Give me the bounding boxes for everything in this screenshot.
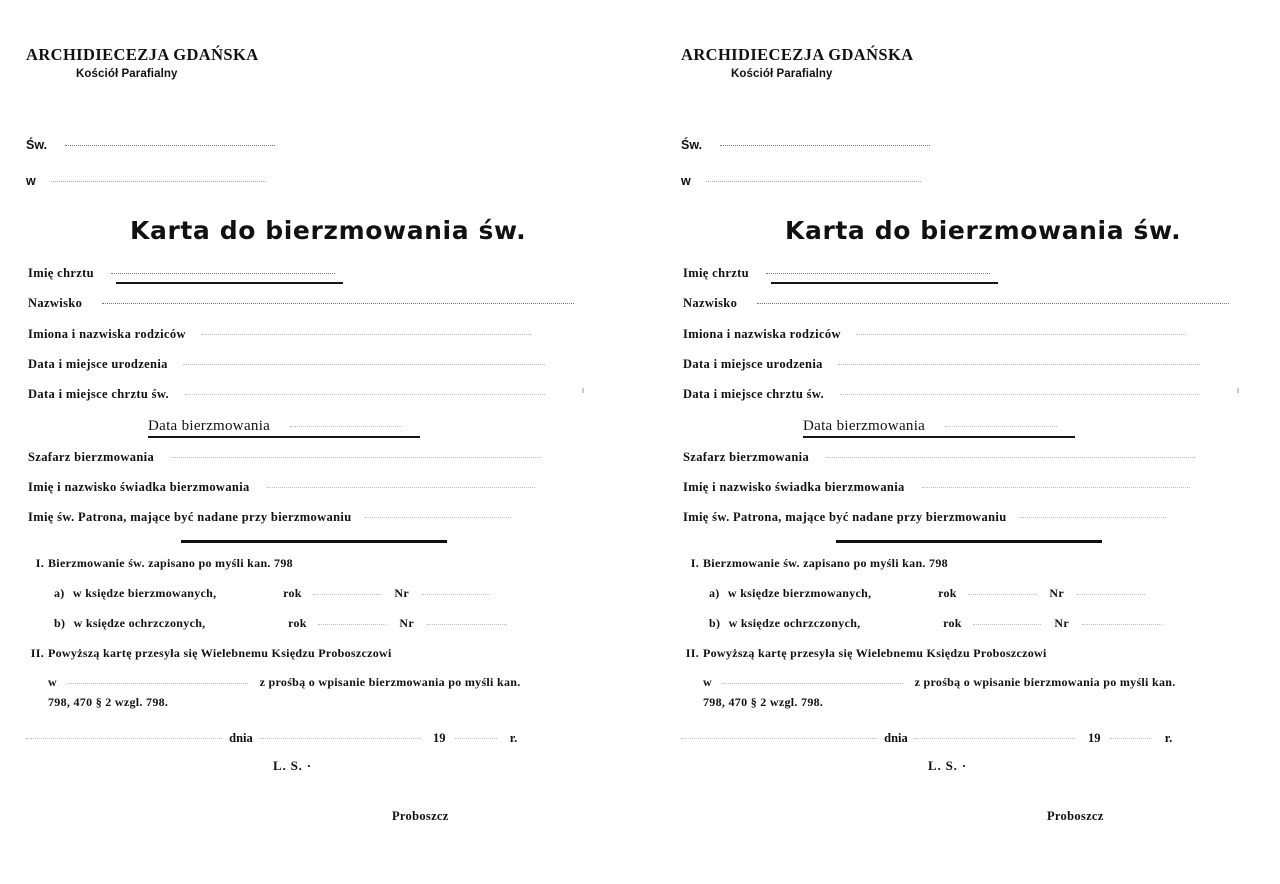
field-input-patron[interactable] — [365, 508, 511, 521]
field-input-szafarz[interactable] — [827, 448, 1195, 461]
field-label-chrztu: Data i miejsce chrztu św. — [28, 386, 170, 401]
field-label-urodzenia: Data i miejsce urodzenia — [683, 356, 823, 371]
field-input-szafarz[interactable] — [172, 448, 540, 461]
clause-ii-place-input[interactable] — [68, 674, 248, 686]
seal-label: L. S. · — [273, 758, 312, 773]
clause-i-item-b-text: w księdze ochrzczonych, — [73, 616, 206, 630]
field-input-imie-chrztu[interactable] — [766, 264, 990, 277]
clause-i-text: Bierzmowanie św. zapisano po myśli kan. 798 — [703, 556, 948, 570]
signature-place-input[interactable] — [681, 729, 877, 742]
field-input-urodzenia[interactable] — [183, 355, 545, 368]
parish-place-input[interactable] — [51, 172, 266, 185]
clause-ii-place-input[interactable] — [723, 674, 903, 686]
signature-date-input[interactable] — [260, 729, 420, 742]
field-row-chrztu — [28, 385, 545, 402]
field-row-patron — [683, 508, 1166, 525]
clause-i — [26, 556, 293, 571]
clause-i-item-a — [709, 585, 1145, 601]
clause-i-item-b-year-input[interactable] — [318, 615, 386, 627]
form-copy-right — [655, 0, 1280, 884]
field-input-rodzice[interactable] — [856, 325, 1186, 338]
field-row-szafarz — [683, 448, 1195, 465]
field-label-patron: Imię św. Patrona, mające być nadane przy bierzmowaniu — [28, 509, 352, 524]
page-title: Karta do bierzmowania św. — [130, 216, 527, 245]
field-label-rodzice: Imiona i nazwiska rodziców — [28, 326, 186, 341]
signature-year-prefix: 19 — [433, 730, 446, 745]
field-label-nazwisko: Nazwisko — [28, 295, 83, 310]
clause-i-item-b-marker: b) — [709, 616, 721, 630]
signer-label: Proboszcz — [1047, 809, 1104, 823]
clause-ii-text: Powyższą kartę przesyła się Wielebnemu Księdzu Proboszczowi — [703, 646, 1047, 660]
parish-place-row — [26, 172, 266, 188]
field-input-swiadek[interactable] — [922, 478, 1190, 491]
field-row-imie-chrztu — [28, 264, 335, 281]
section-divider — [181, 540, 447, 543]
clause-i-item-b-number-label: Nr — [399, 616, 414, 630]
field-row-imie-chrztu — [683, 264, 990, 281]
organization-subtitle: Kościół Parafialny — [76, 67, 178, 80]
section-subtitle-label: Data bierzmowania — [148, 418, 271, 434]
parish-place-label: w — [26, 173, 36, 188]
field-row-rodzice — [683, 325, 1186, 342]
clause-ii-body-middle: z prośbą o wpisanie bierzmowania po myśli kan. — [914, 675, 1176, 689]
signature-year-prefix: 19 — [1088, 730, 1101, 745]
signature-year-suffix: r. — [1164, 730, 1173, 745]
clause-i-item-a-year-input[interactable] — [313, 585, 381, 597]
letterhead — [681, 46, 1249, 80]
organization-name: ARCHIDIECEZJA GDAŃSKA — [681, 45, 914, 64]
field-row-nazwisko — [683, 294, 1229, 311]
parish-place-input[interactable] — [706, 172, 921, 185]
parish-place-row — [681, 172, 921, 188]
field-input-nazwisko[interactable] — [757, 294, 1229, 307]
field-label-imie-chrztu: Imię chrztu — [683, 265, 749, 280]
section-subtitle-data-bierzmowania — [803, 415, 1057, 435]
field-input-rodzice[interactable] — [201, 325, 531, 338]
clause-ii — [26, 646, 392, 661]
signature-dnia-label: dnia — [884, 730, 908, 745]
parish-saint-label: Św. — [26, 137, 48, 152]
clause-i-item-a-year-label: rok — [283, 586, 302, 600]
field-label-chrztu: Data i miejsce chrztu św. — [683, 386, 825, 401]
clause-ii-body-last: 798, 470 § 2 wzgl. 798. — [703, 695, 824, 709]
section-divider — [836, 540, 1102, 543]
parish-saint-row — [681, 136, 930, 152]
clause-i-item-a-number-label: Nr — [394, 586, 409, 600]
clause-ii-body-middle: z prośbą o wpisanie bierzmowania po myśli kan. — [259, 675, 521, 689]
field-input-chrztu[interactable] — [185, 385, 545, 398]
page-title: Karta do bierzmowania św. — [785, 216, 1182, 245]
field-row-urodzenia — [28, 355, 545, 372]
parish-saint-input[interactable] — [720, 136, 930, 149]
field-underline-imie-chrztu — [771, 282, 998, 284]
clause-ii — [681, 646, 1047, 661]
parish-saint-input[interactable] — [65, 136, 275, 149]
clause-i-item-b-text: w księdze ochrzczonych, — [728, 616, 861, 630]
signature-year-input[interactable] — [455, 729, 497, 742]
parish-saint-row — [26, 136, 275, 152]
signature-place-input[interactable] — [26, 729, 222, 742]
field-input-patron[interactable] — [1020, 508, 1166, 521]
clause-i-item-a — [54, 585, 490, 601]
field-label-patron: Imię św. Patrona, mające być nadane przy bierzmowaniu — [683, 509, 1007, 524]
signature-date-row — [26, 729, 517, 746]
clause-i-item-b-number-label: Nr — [1054, 616, 1069, 630]
clause-i-item-a-text: w księdze bierzmowanych, — [727, 586, 872, 600]
field-input-imie-chrztu[interactable] — [111, 264, 335, 277]
field-row-nazwisko — [28, 294, 574, 311]
clause-i-item-a-year-label: rok — [938, 586, 957, 600]
clause-i-item-b — [54, 615, 507, 631]
clause-i-text: Bierzmowanie św. zapisano po myśli kan. 798 — [48, 556, 293, 570]
field-underline-imie-chrztu — [116, 282, 343, 284]
field-label-nazwisko: Nazwisko — [683, 295, 738, 310]
clause-ii-place-label: w — [703, 675, 712, 689]
section-subtitle-input[interactable] — [290, 415, 402, 430]
field-input-nazwisko[interactable] — [102, 294, 574, 307]
clause-i-numeral: I. — [690, 556, 699, 570]
field-row-patron — [28, 508, 511, 525]
signature-date-input[interactable] — [915, 729, 1075, 742]
field-label-swiadek: Imię i nazwisko świadka bierzmowania — [683, 479, 905, 494]
parish-place-label: w — [681, 173, 691, 188]
section-subtitle-label: Data bierzmowania — [803, 418, 926, 434]
clause-i-item-b-number-input[interactable] — [427, 615, 507, 627]
signature-year-suffix: r. — [509, 730, 518, 745]
scan-speckle — [1237, 388, 1239, 393]
field-label-rodzice: Imiona i nazwiska rodziców — [683, 326, 841, 341]
parish-saint-label: Św. — [681, 137, 703, 152]
field-label-szafarz: Szafarz bierzmowania — [683, 449, 810, 464]
field-input-chrztu[interactable] — [840, 385, 1200, 398]
field-label-imie-chrztu: Imię chrztu — [28, 265, 94, 280]
field-row-swiadek — [683, 478, 1190, 495]
field-row-rodzice — [28, 325, 531, 342]
letterhead — [26, 46, 594, 80]
field-input-swiadek[interactable] — [267, 478, 535, 491]
field-label-szafarz: Szafarz bierzmowania — [28, 449, 155, 464]
signature-year-input[interactable] — [1110, 729, 1152, 742]
clause-ii-text: Powyższą kartę przesyła się Wielebnemu Księdzu Proboszczowi — [48, 646, 392, 660]
field-input-urodzenia[interactable] — [838, 355, 1200, 368]
field-row-urodzenia — [683, 355, 1200, 372]
seal-label: L. S. · — [928, 758, 967, 773]
section-subtitle-underline — [148, 436, 420, 438]
clause-i-item-b-year-label: rok — [943, 616, 962, 630]
scan-speckle — [582, 388, 584, 393]
clause-i-item-a-text: w księdze bierzmowanych, — [72, 586, 217, 600]
clause-i-item-b-year-input[interactable] — [973, 615, 1041, 627]
field-row-szafarz — [28, 448, 540, 465]
clause-ii-body — [703, 672, 1249, 712]
section-subtitle-input[interactable] — [945, 415, 1057, 430]
clause-ii-numeral: II. — [30, 646, 44, 660]
clause-ii-place-label: w — [48, 675, 57, 689]
clause-i — [681, 556, 948, 571]
signature-dnia-label: dnia — [229, 730, 253, 745]
section-subtitle-underline — [803, 436, 1075, 438]
clause-i-item-a-number-input[interactable] — [422, 585, 490, 597]
clause-i-item-a-marker: a) — [54, 586, 65, 600]
clause-i-item-a-number-input[interactable] — [1077, 585, 1145, 597]
clause-i-item-b-year-label: rok — [288, 616, 307, 630]
clause-i-numeral: I. — [35, 556, 44, 570]
clause-i-item-a-marker: a) — [709, 586, 720, 600]
section-subtitle-data-bierzmowania — [148, 415, 402, 435]
signature-date-row — [681, 729, 1172, 746]
clause-i-item-b — [709, 615, 1162, 631]
field-row-chrztu — [683, 385, 1200, 402]
clause-i-item-b-number-input[interactable] — [1082, 615, 1162, 627]
clause-ii-body-last: 798, 470 § 2 wzgl. 798. — [48, 695, 169, 709]
clause-ii-numeral: II. — [685, 646, 699, 660]
field-row-swiadek — [28, 478, 535, 495]
signer-label: Proboszcz — [392, 809, 449, 823]
field-label-urodzenia: Data i miejsce urodzenia — [28, 356, 168, 371]
bierzmowanie-card — [681, 46, 1249, 846]
organization-subtitle: Kościół Parafialny — [731, 67, 833, 80]
bierzmowanie-card — [26, 46, 594, 846]
clause-ii-body — [48, 672, 594, 712]
field-label-swiadek: Imię i nazwisko świadka bierzmowania — [28, 479, 250, 494]
clause-i-item-b-marker: b) — [54, 616, 66, 630]
clause-i-item-a-year-input[interactable] — [968, 585, 1036, 597]
clause-i-item-a-number-label: Nr — [1049, 586, 1064, 600]
organization-name: ARCHIDIECEZJA GDAŃSKA — [26, 45, 259, 64]
